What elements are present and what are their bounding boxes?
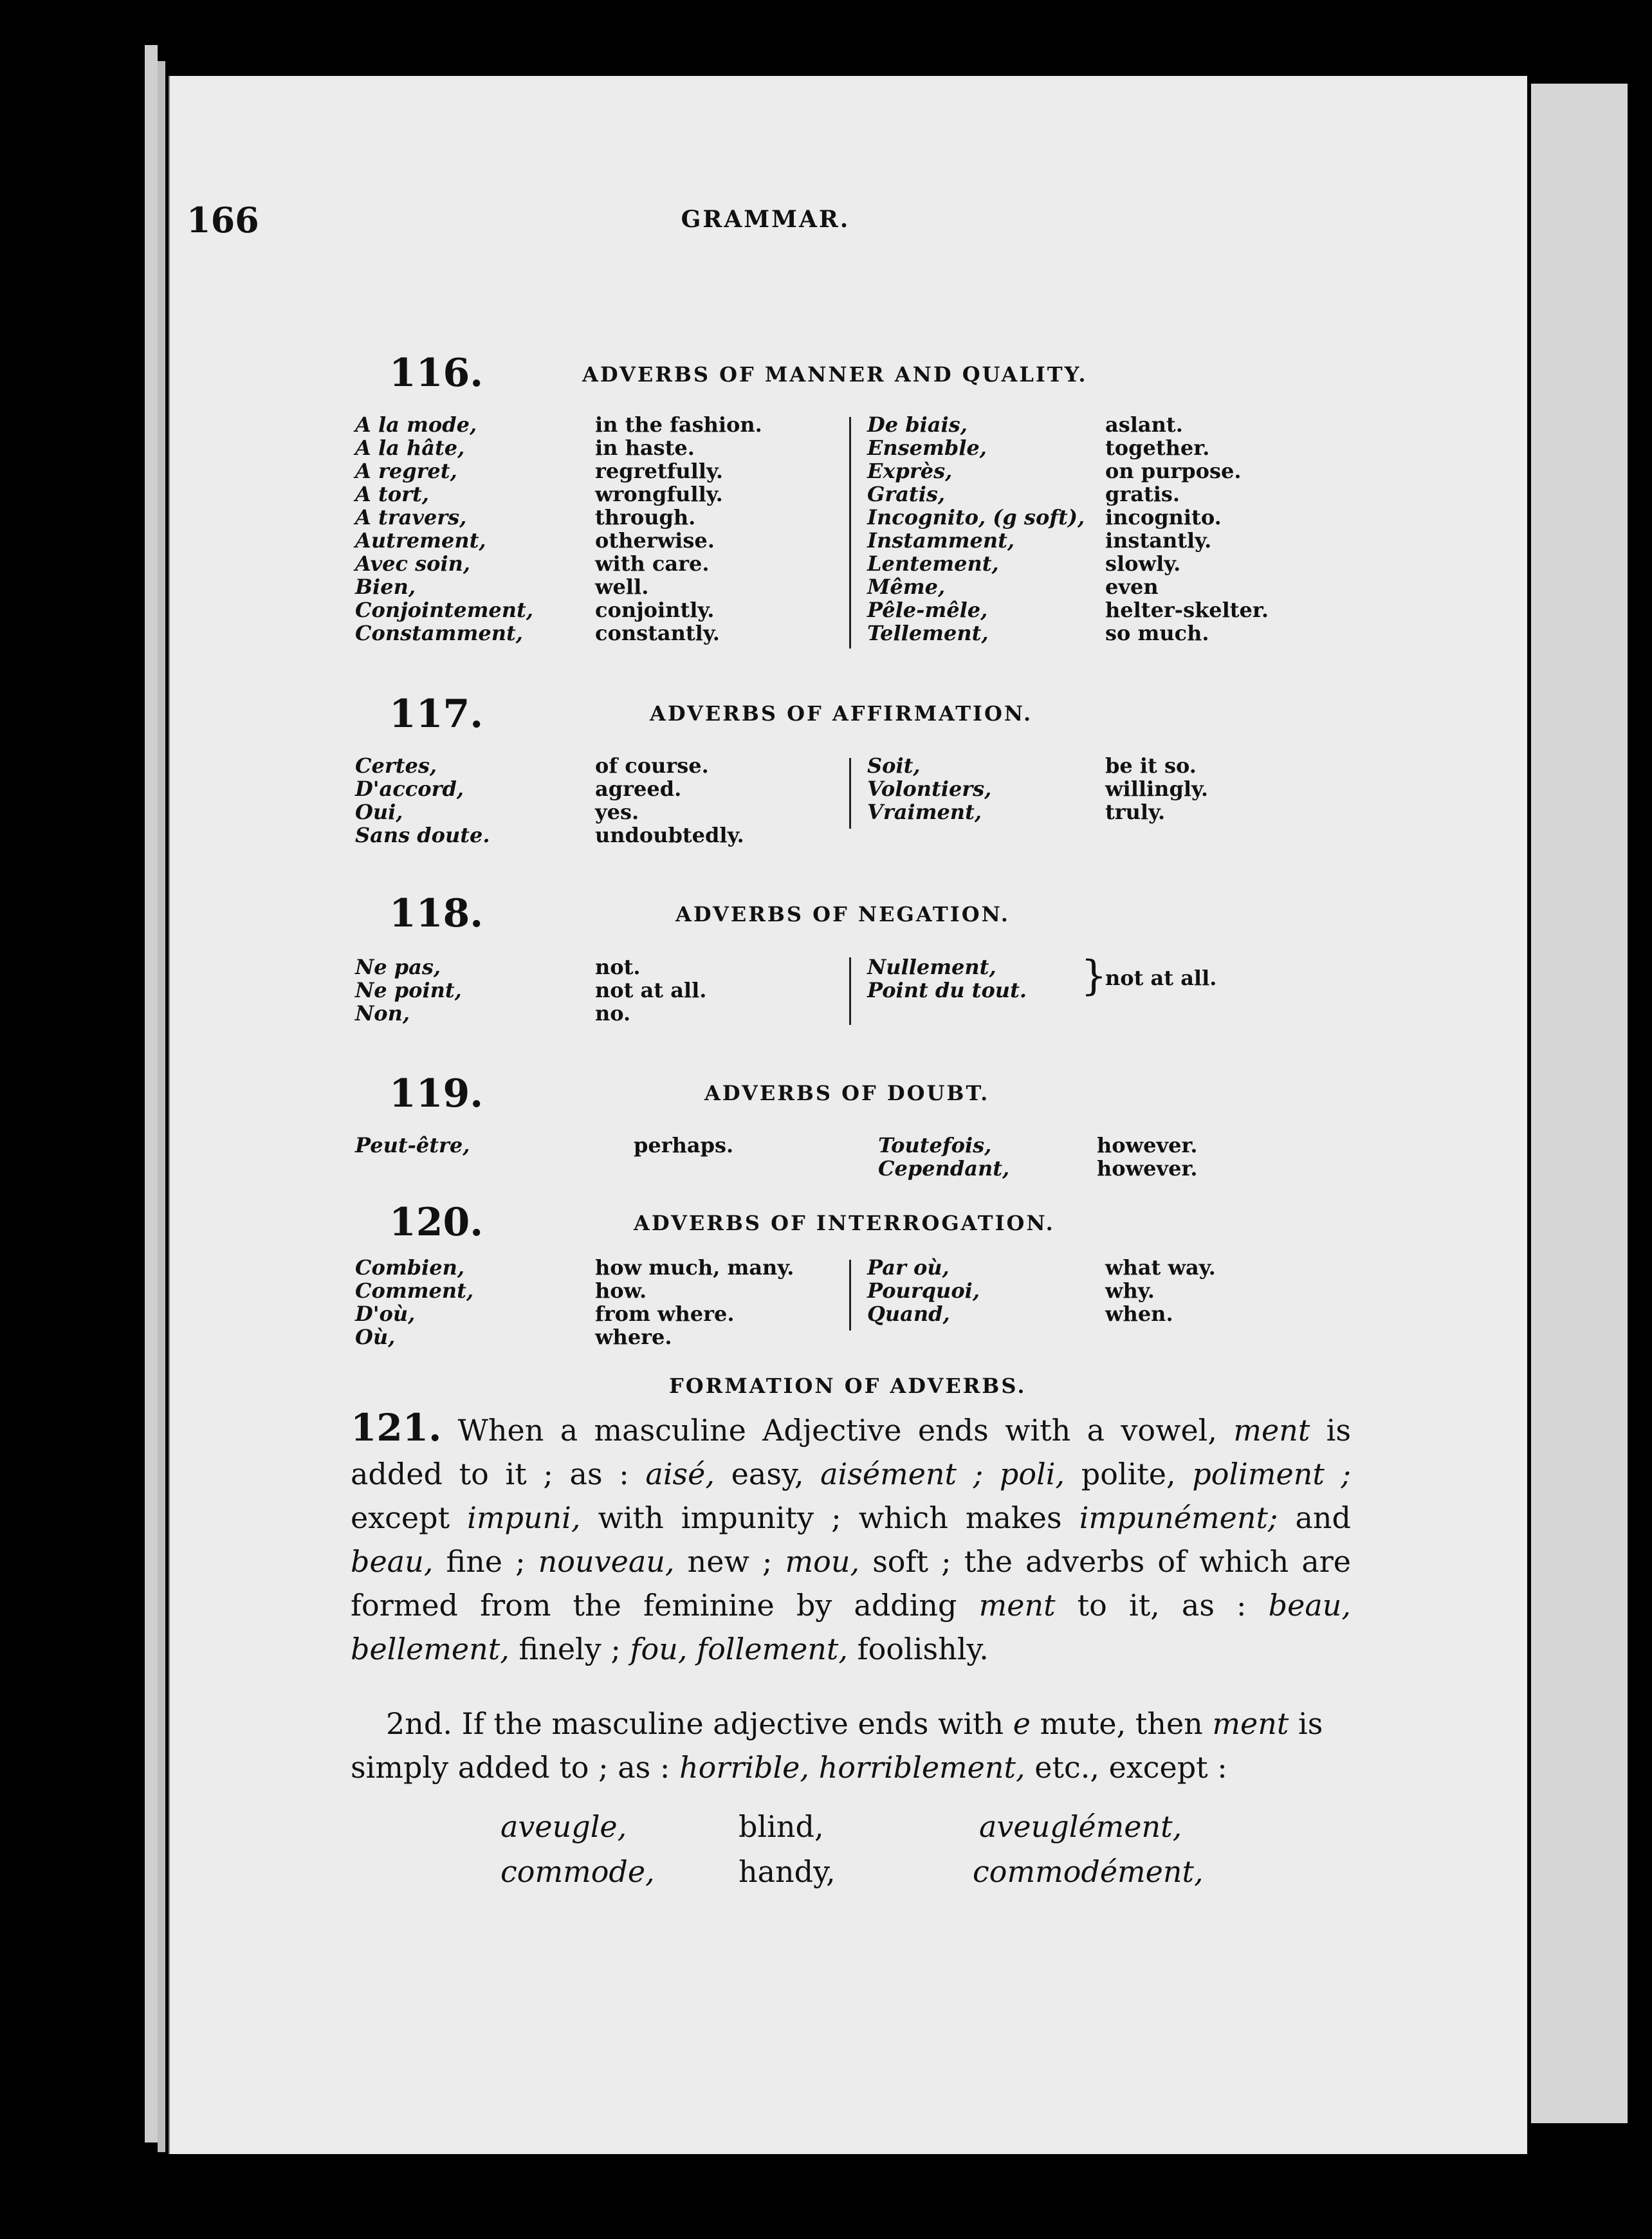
example-adverb: commodément,: [973, 1854, 1204, 1889]
french-column: [355, 413, 533, 645]
english-column: [595, 413, 762, 645]
example-adjective: aveugle,: [500, 1809, 627, 1844]
french-term: Certes,: [355, 753, 437, 778]
paragraph-run: easy,: [715, 1457, 821, 1491]
french-term: Exprès,: [867, 459, 953, 483]
french-term: Constamment,: [355, 621, 523, 645]
paragraph-run: fou, follement,: [630, 1632, 849, 1666]
paragraph-run: poliment ;: [1192, 1457, 1352, 1491]
english-gloss: in the fashion.: [595, 412, 762, 437]
english-gloss: regretfully.: [595, 459, 723, 483]
english-gloss: constantly.: [595, 621, 720, 645]
paragraph-run: aisément ; poli,: [820, 1457, 1065, 1491]
paragraph-run: finely ;: [509, 1632, 630, 1666]
english-column: [595, 754, 744, 847]
english-gloss: of course.: [595, 753, 709, 778]
french-term: Vraiment,: [867, 800, 982, 824]
french-term: Peut-être,: [355, 1133, 470, 1157]
french-term: D'où,: [355, 1302, 416, 1326]
french-term: Combien,: [355, 1255, 464, 1280]
column-divider: [849, 957, 851, 1025]
french-term: A travers,: [355, 505, 467, 530]
english-column: [1097, 1134, 1198, 1180]
english-gloss: however.: [1097, 1156, 1198, 1181]
english-gloss: agreed.: [595, 777, 682, 801]
french-term: D'accord,: [355, 777, 464, 801]
english-column: [634, 1134, 733, 1157]
section-number: 119.: [389, 1071, 484, 1116]
english-gloss: so much.: [1105, 621, 1209, 645]
english-gloss: incognito.: [1105, 505, 1222, 530]
running-title: GRAMMAR.: [681, 206, 850, 233]
french-term: A regret,: [355, 459, 457, 483]
french-column: [878, 1134, 1009, 1180]
english-gloss: even: [1105, 575, 1159, 599]
english-gloss: what way.: [1105, 1255, 1216, 1280]
english-gloss: yes.: [595, 800, 639, 824]
english-column: [595, 1256, 794, 1349]
french-term: Quand,: [867, 1302, 950, 1326]
english-gloss: not at all.: [595, 978, 707, 1002]
french-column: [867, 1256, 980, 1325]
french-term: Incognito, (g soft),: [867, 505, 1085, 530]
paragraph-run: 2nd. If the masculine adjective ends with: [386, 1706, 1013, 1741]
section-title: ADVERBS OF INTERROGATION.: [634, 1211, 1055, 1235]
french-term: Sans doute.: [355, 823, 490, 847]
english-gloss: on purpose.: [1105, 459, 1242, 483]
column-divider: [849, 1260, 851, 1331]
formation-title: FORMATION OF ADVERBS.: [669, 1374, 1027, 1398]
english-gloss: willingly.: [1105, 777, 1209, 801]
english-gloss: how much, many.: [595, 1255, 794, 1280]
paragraph-run: horrible, horriblement,: [679, 1750, 1025, 1785]
paragraph-run: is simply added to ; as :: [351, 1706, 1323, 1785]
paragraph-run: to it, as :: [1055, 1588, 1269, 1623]
french-term: Bien,: [355, 575, 416, 599]
page-header: [187, 199, 1345, 251]
section-number: 120.: [389, 1200, 484, 1245]
paragraph-run: ment: [1233, 1413, 1310, 1448]
english-gloss: no.: [595, 1001, 631, 1026]
section-number: 116.: [389, 351, 484, 396]
french-term: Ne pas,: [355, 955, 441, 979]
example-gloss: blind,: [739, 1809, 824, 1844]
french-column: [355, 1134, 470, 1157]
french-term: Volontiers,: [867, 777, 992, 801]
english-gloss: with care.: [595, 551, 710, 576]
english-column: [1105, 1256, 1216, 1325]
paragraph-run: new ;: [674, 1544, 785, 1579]
french-term: Lentement,: [867, 551, 999, 576]
french-term: Pourquoi,: [867, 1278, 980, 1303]
paragraph-run: beau,: [351, 1544, 434, 1579]
french-term: Comment,: [355, 1278, 474, 1303]
english-gloss: how.: [595, 1278, 647, 1303]
section-title: ADVERBS OF NEGATION.: [675, 902, 1010, 926]
english-gloss: not.: [595, 955, 641, 979]
french-term: Gratis,: [867, 482, 946, 506]
paragraph-run: polite,: [1065, 1457, 1193, 1491]
section-title: ADVERBS OF DOUBT.: [704, 1081, 990, 1105]
french-column: [355, 955, 462, 1025]
english-gloss: instantly.: [1105, 528, 1212, 553]
english-gloss: not at all.: [1105, 966, 1217, 990]
french-term: Avec soin,: [355, 551, 471, 576]
french-term: Non,: [355, 1001, 410, 1026]
french-term: Point du tout.: [867, 978, 1027, 1002]
column-divider: [849, 758, 851, 829]
paragraph-run: except: [351, 1500, 468, 1535]
english-gloss: perhaps.: [634, 1133, 734, 1157]
section-number: 117.: [389, 692, 484, 737]
paragraph-run: mute, then: [1031, 1706, 1213, 1741]
section-number: 118.: [389, 891, 484, 936]
paragraph-2nd: [351, 1702, 1351, 1789]
paragraph-run: soft ; the adverbs of which are formed from the feminine by adding: [351, 1544, 1351, 1623]
paragraph-run: aisé,: [645, 1457, 715, 1491]
paragraph-run: etc., except :: [1025, 1750, 1227, 1785]
english-gloss: undoubtedly.: [595, 823, 744, 847]
french-column: [867, 955, 1027, 1002]
page-edge-stack: [145, 45, 158, 2142]
book-page: [169, 76, 1527, 2154]
french-column: [867, 754, 991, 824]
english-gloss: slowly.: [1105, 551, 1181, 576]
section-title: ADVERBS OF MANNER AND QUALITY.: [582, 362, 1088, 387]
english-gloss: in haste.: [595, 436, 695, 460]
french-column: [867, 413, 1085, 645]
english-gloss: wrongfully.: [595, 482, 723, 506]
english-column: [1105, 413, 1269, 645]
example-adjective: commode,: [500, 1854, 655, 1889]
french-column: [355, 1256, 473, 1349]
french-term: Toutefois,: [878, 1133, 992, 1157]
paragraph-run: beau, bellement,: [351, 1588, 1351, 1666]
english-gloss: from where.: [595, 1302, 735, 1326]
french-term: Pêle-mêle,: [867, 598, 988, 622]
english-gloss: why.: [1105, 1278, 1155, 1303]
english-gloss: through.: [595, 505, 696, 530]
english-gloss: be it so.: [1105, 753, 1197, 778]
paragraph-run: mou,: [785, 1544, 860, 1579]
french-term: Où,: [355, 1325, 396, 1349]
english-gloss: otherwise.: [595, 528, 715, 553]
english-column: [595, 955, 706, 1025]
english-gloss: where.: [595, 1325, 672, 1349]
english-gloss: however.: [1097, 1133, 1198, 1157]
french-term: Instamment,: [867, 528, 1015, 553]
column-divider: [849, 417, 851, 649]
english-column: [1105, 754, 1208, 824]
french-term: Nullement,: [867, 955, 996, 979]
example-adverb: aveuglément,: [979, 1809, 1182, 1844]
paragraph-run: with impunity ; which makes: [580, 1500, 1079, 1535]
french-term: De biais,: [867, 412, 968, 437]
paragraph-run: impunément;: [1079, 1500, 1278, 1535]
french-term: Ne point,: [355, 978, 462, 1002]
page-edge-stack: [158, 61, 165, 2152]
paragraph-number: 121.: [351, 1406, 442, 1450]
paragraph-121: [351, 1406, 1351, 1671]
paragraph-run: e: [1013, 1706, 1031, 1741]
english-gloss: together.: [1105, 436, 1210, 460]
paragraph-run: fine ;: [433, 1544, 538, 1579]
paragraph-run: ment: [1212, 1706, 1289, 1741]
paragraph-run: nouveau,: [538, 1544, 675, 1579]
english-gloss: aslant.: [1105, 412, 1183, 437]
english-gloss: when.: [1105, 1302, 1173, 1326]
french-term: Conjointement,: [355, 598, 533, 622]
paragraph-run: ment: [978, 1588, 1056, 1623]
french-term: Même,: [867, 575, 946, 599]
paragraph-run: impuni,: [467, 1500, 581, 1535]
example-gloss: handy,: [739, 1854, 836, 1889]
english-gloss: gratis.: [1105, 482, 1180, 506]
french-term: A la hâte,: [355, 436, 465, 460]
paragraph-run: When a masculine Adjective ends with a vowel,: [457, 1413, 1234, 1448]
french-term: A tort,: [355, 482, 429, 506]
facing-page-edge: [1531, 84, 1628, 2123]
paragraph-run: and: [1278, 1500, 1351, 1535]
french-term: A la mode,: [355, 412, 477, 437]
french-term: Oui,: [355, 800, 403, 824]
english-gloss: helter-skelter.: [1105, 598, 1269, 622]
paragraph-run: is added to it ; as :: [351, 1413, 1351, 1491]
english-gloss: well.: [595, 575, 649, 599]
french-term: Tellement,: [867, 621, 989, 645]
french-column: [355, 754, 490, 847]
paragraph-run: foolishly.: [848, 1632, 989, 1666]
french-term: Ensemble,: [867, 436, 987, 460]
section-title: ADVERBS OF AFFIRMATION.: [650, 701, 1033, 726]
english-gloss: truly.: [1105, 800, 1166, 824]
page-number: 166: [187, 199, 259, 241]
french-term: Cependant,: [878, 1156, 1010, 1181]
french-term: Autrement,: [355, 528, 486, 553]
french-term: Par où,: [867, 1255, 950, 1280]
french-term: Soit,: [867, 753, 921, 778]
english-gloss: conjointly.: [595, 598, 715, 622]
right-brace: }: [1081, 952, 1107, 1000]
